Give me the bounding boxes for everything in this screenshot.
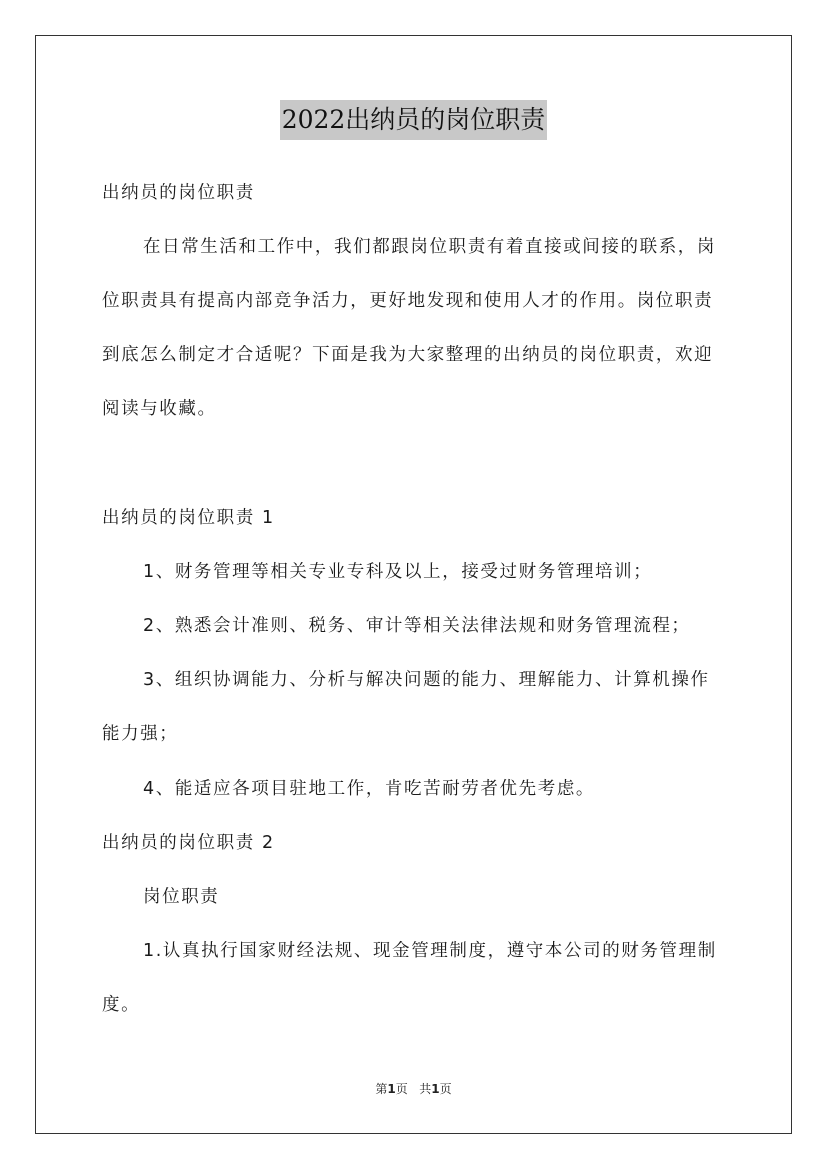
title-container <box>0 100 827 140</box>
footer-total-prefix: 共 <box>419 1082 432 1096</box>
section2-item-1: 1.认真执行国家财经法规、现金管理制度，遵守本公司的财务管理制度。 <box>102 941 717 1015</box>
section2-subheading: 岗位职责 <box>143 887 220 907</box>
footer-total-unit: 页 <box>439 1082 452 1096</box>
section1-item-4: 4、能适应各项目驻地工作，肯吃苦耐劳者优先考虑。 <box>143 779 596 799</box>
section1-heading: 出纳员的岗位职责 1 <box>102 508 275 528</box>
footer-page-total: 1 <box>431 1082 440 1096</box>
section1-item-1: 1、财务管理等相关专业专科及以上，接受过财务管理培训； <box>143 562 653 582</box>
section1-item-3: 3、组织协调能力、分析与解决问题的能力、理解能力、计算机操作能力强； <box>102 670 710 744</box>
document-title: 2022出纳员的岗位职责 <box>280 100 548 140</box>
footer-page-unit: 页 <box>395 1082 408 1096</box>
main-heading: 出纳员的岗位职责 <box>102 183 255 203</box>
footer-page-prefix: 第 <box>375 1082 388 1096</box>
section1-item-2: 2、熟悉会计准则、税务、审计等相关法律法规和财务管理流程； <box>143 616 691 636</box>
footer-page-current: 1 <box>387 1082 396 1096</box>
section2-heading: 出纳员的岗位职责 2 <box>102 833 275 853</box>
page-footer <box>0 1080 827 1098</box>
intro-paragraph: 在日常生活和工作中，我们都跟岗位职责有着直接或间接的联系，岗位职责具有提高内部竞争活力，更好地发现和使用人才的作用。岗位职责到底怎么制定才合适呢？下面是我为大家整理的出纳员的岗位职责，欢迎阅读与收藏。 <box>102 237 716 419</box>
